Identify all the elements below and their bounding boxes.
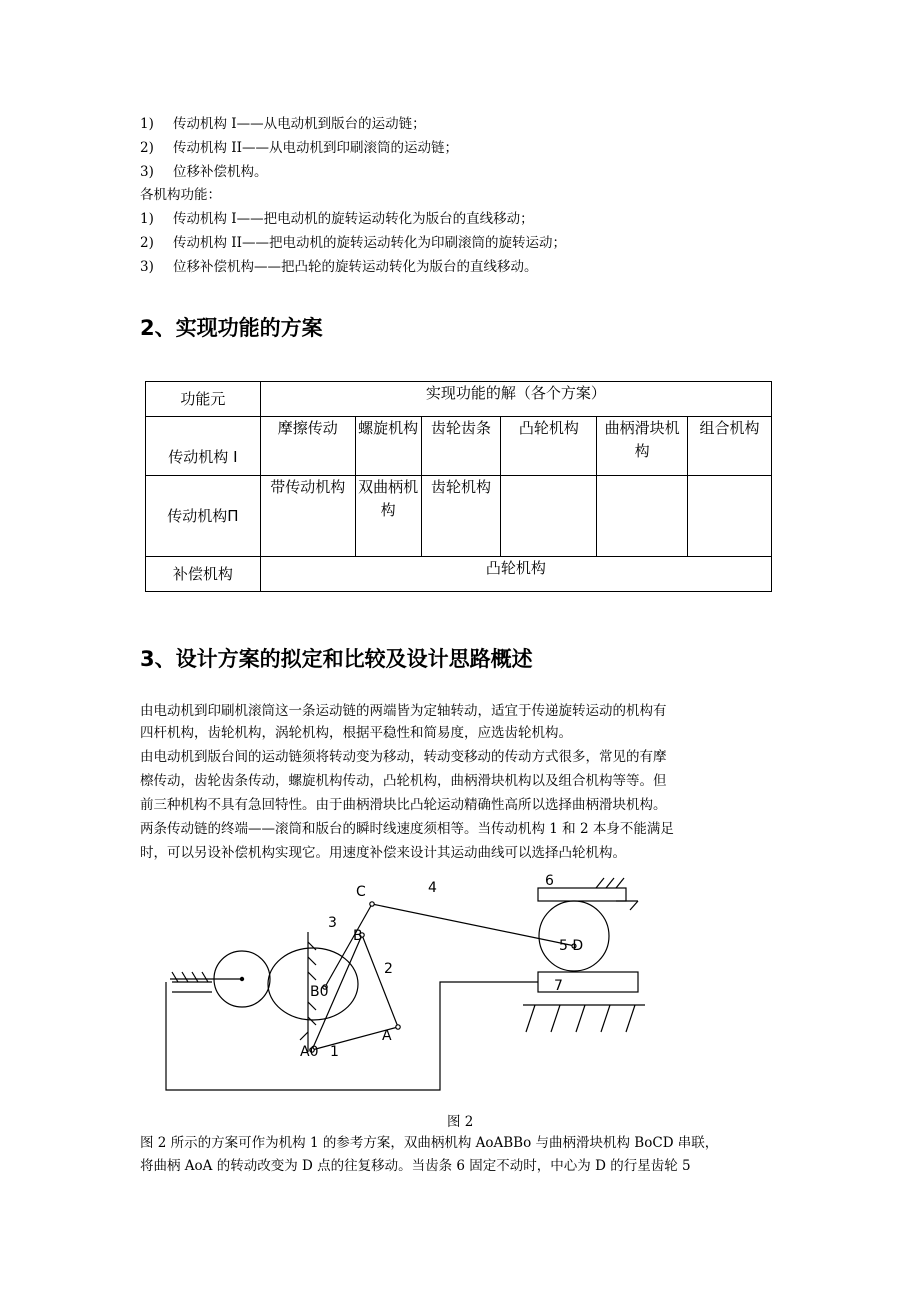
table-cell: 齿轮机构 [421,476,501,557]
label-7: 7 [554,978,563,994]
row-label-drive-2: 传动机构Π [146,476,261,557]
label-2: 2 [384,961,393,977]
linkages [312,904,575,1050]
table-merged-cell: 凸轮机构 [260,557,771,592]
table-row-drive-2 [146,476,772,557]
table-cell: 摩擦传动 [260,417,355,476]
table-cell: 带传动机构 [260,476,355,557]
table-cell [688,476,772,557]
table-cell: 齿轮齿条 [421,417,501,476]
label-4: 4 [428,880,437,896]
table-cell: 凸轮机构 [501,417,597,476]
rack-hatch [596,878,638,910]
table-row-drive-1 [146,417,772,476]
row-label-drive-1: 传动机构 I [146,417,261,476]
gear-center [240,977,243,980]
paragraph-line: 由电动机到版台间的运动链须将转动变为移动，转动变移动的传动方式很多，常见的有摩 [140,749,667,765]
intro-item-1: 1) 传动机构 I——从电动机到版台的运动链； [140,116,426,132]
paragraph-line: 两条传动链的终端——滚筒和版台的瞬时线速度须相等。当传动机构 1 和 2 本身不能满足 [140,821,674,837]
roller-gear-5 [539,901,609,971]
table-cell: 螺旋机构 [355,417,421,476]
base-hatch [526,1005,635,1032]
table-cell: 曲柄滑块机构 [597,417,688,476]
table-header-right: 实现功能的解（各个方案） [260,382,771,417]
label-b: B [353,928,363,944]
table-row-compensation [146,557,772,592]
section2-heading: 2、实现功能的方案 [140,316,323,340]
label-5d: 5 D [559,938,584,954]
closing-line: 图 2 所示的方案可作为机构 1 的参考方案，双曲柄机构 AoABBo 与曲柄滑块机构 BoCD 串联， [140,1135,719,1151]
mechanism-diagram [150,872,650,1102]
paragraph-line: 前三种机构不具有急回特性。由于曲柄滑块比凸轮运动精确性高所以选择曲柄滑块机构。 [140,797,667,813]
bed-7 [538,972,638,992]
intro-item-2: 2) 传动机构 II——从电动机到印刷滚筒的运动链； [140,140,458,156]
table-cell: 组合机构 [688,417,772,476]
paragraph-line: 檫传动，齿轮齿条传动，螺旋机构传动，凸轮机构，曲柄滑块机构以及组合机构等等。但 [140,773,667,789]
label-3: 3 [328,915,337,931]
paragraph-line: 四杆机构，齿轮机构，涡轮机构，根据平稳性和简易度，应选齿轮机构。 [140,725,572,741]
label-1: 1 [330,1044,339,1060]
figure-caption: 图 2 [447,1114,474,1130]
label-c: C [356,884,366,900]
rack-6 [538,888,626,901]
left-ground [172,972,212,992]
label-6: 6 [545,873,554,889]
intro-item-3: 3) 位移补偿机构。 [140,164,268,180]
table-cell [501,476,597,557]
function-item-3: 3) 位移补偿机构——把凸轮的旋转运动转化为版台的直线移动。 [140,259,538,275]
paragraph-line: 时，可以另设补偿机构实现它。用速度补偿来设计其运动曲线可以选择凸轮机构。 [140,845,626,861]
closing-line: 将曲柄 AoA 的转动改变为 D 点的往复移动。当齿条 6 固定不动时，中心为 D 的行星齿轮 5 [140,1158,691,1174]
function-item-1: 1) 传动机构 I——把电动机的旋转运动转化为版台的直线移动； [140,211,534,227]
table-cell [597,476,688,557]
paragraph-line: 由电动机到印刷机滚筒这一条运动链的两端皆为定轴转动，适宜于传递旋转运动的机构有 [140,703,667,719]
label-b0: B0 [310,984,329,1000]
section3-heading: 3、设计方案的拟定和比较及设计思路概述 [140,647,533,671]
table-header-row [146,382,772,417]
table-header-left: 功能元 [146,382,261,417]
table-cell: 双曲柄机构 [355,476,421,557]
function-item-2: 2) 传动机构 II——把电动机的旋转运动转化为印刷滚筒的旋转运动； [140,235,566,251]
solutions-table [145,381,772,592]
row-label-compensation: 补偿机构 [146,557,261,592]
joint-c [370,902,374,906]
label-a: A [382,1028,392,1044]
joint-a [396,1025,400,1029]
functions-title: 各机构功能： [140,187,221,203]
label-a0: A0 [300,1044,319,1060]
